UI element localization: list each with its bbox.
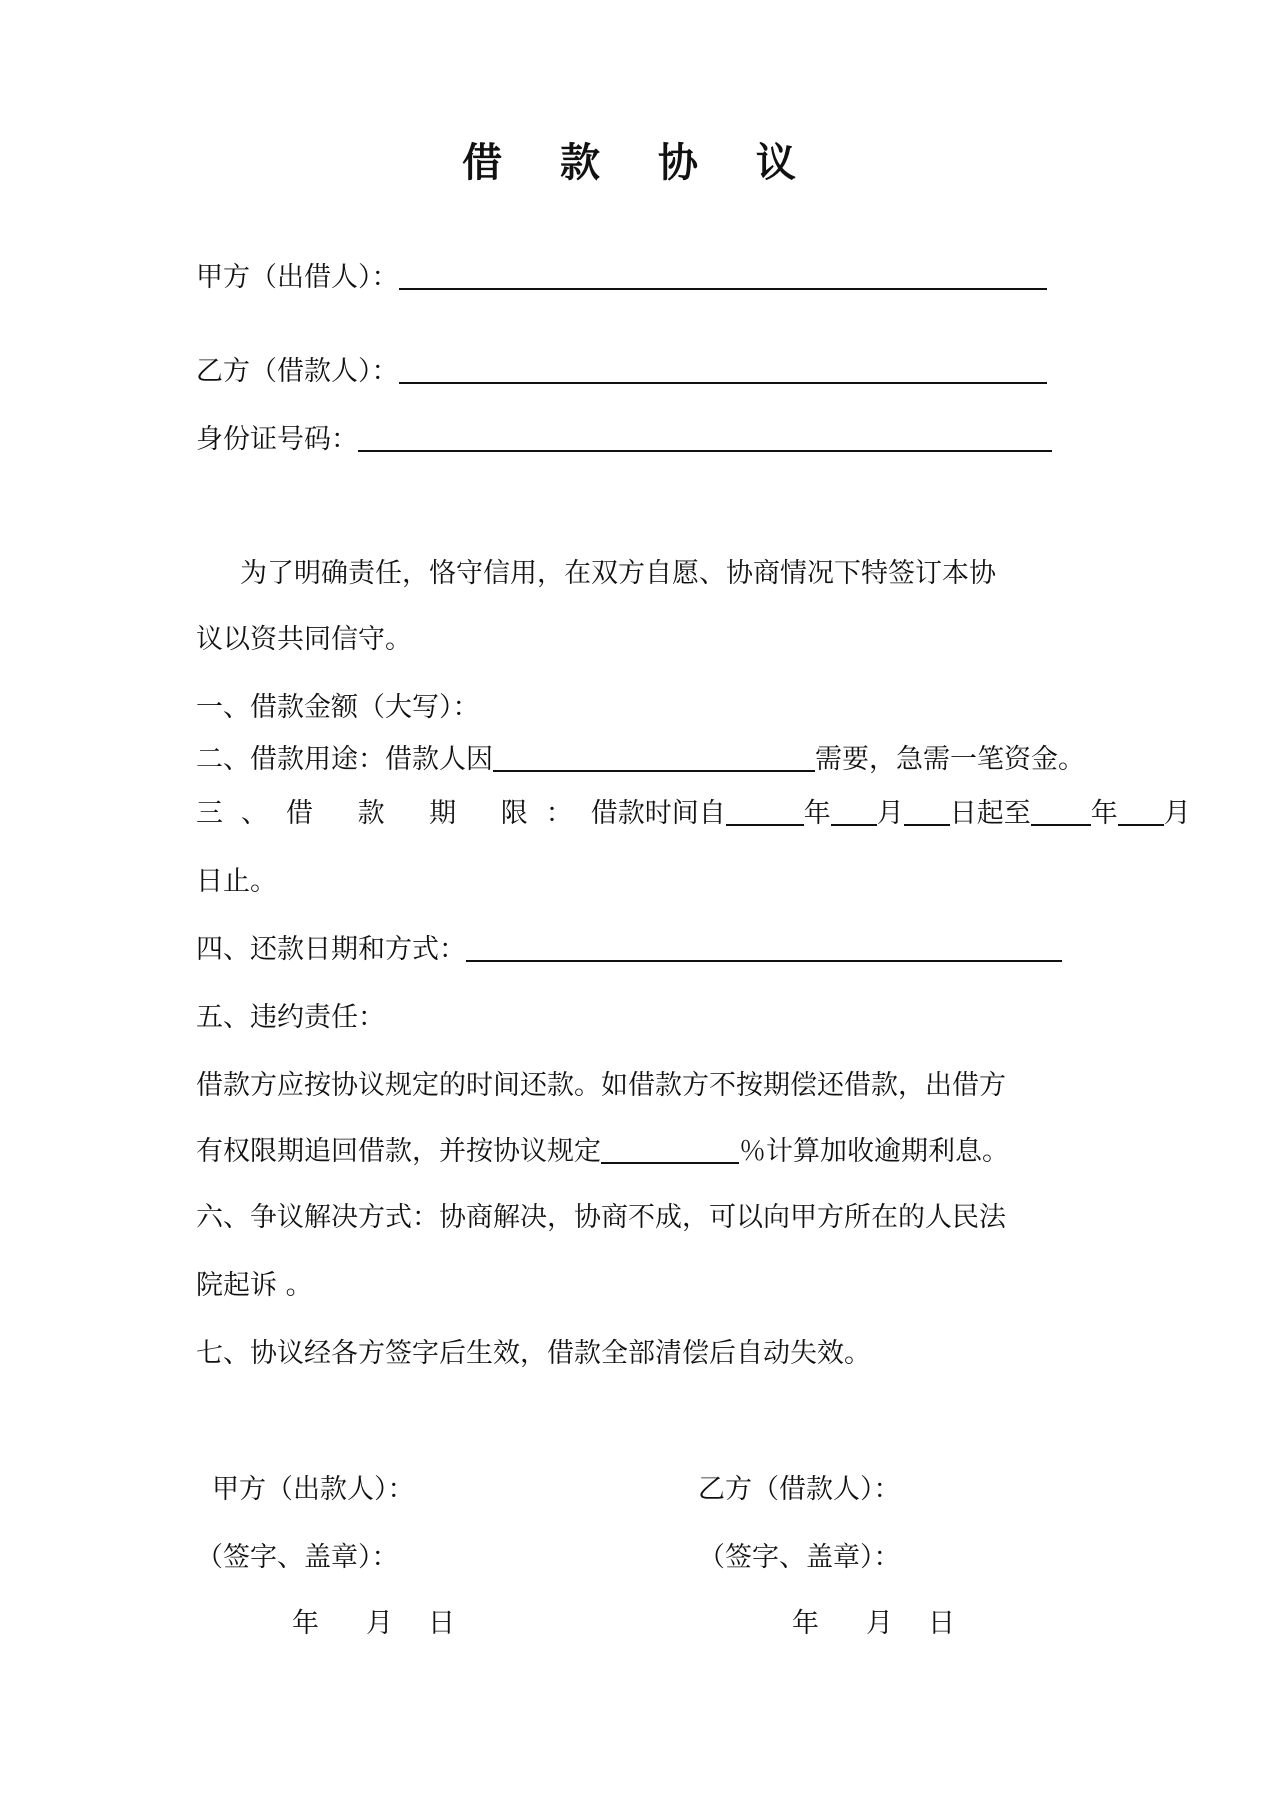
year-label: 年 [803, 798, 831, 829]
lender-date-year: 年 [292, 1608, 319, 1639]
borrower-sign-seal: （签字、盖章）： [698, 1542, 901, 1573]
document-title: 借 款 协 议 [462, 139, 818, 186]
start-day-field[interactable] [904, 794, 950, 826]
clause-5-liability: 五、违约责任： [196, 1002, 385, 1033]
borrower-date-year: 年 [792, 1608, 819, 1639]
lender-label: 甲方（出借人）： [196, 262, 399, 293]
start-month-field[interactable] [831, 794, 877, 826]
clause-2-prefix: 二、借款用途：借款人因 [196, 744, 493, 775]
clause-3-term [196, 794, 1191, 834]
clause-3-from: 借款时间自 [590, 798, 726, 829]
borrower-date-month: 月 [866, 1608, 893, 1639]
lender-name-field[interactable] [399, 258, 1047, 290]
clause-7-effect: 七、协议经各方签字后生效，借款全部清偿后自动失效。 [196, 1338, 871, 1369]
end-month-field[interactable] [1118, 794, 1164, 826]
repayment-field[interactable] [466, 930, 1062, 962]
clause-6-line-2: 院起诉 。 [196, 1270, 313, 1301]
clause-6-dispute: 六、争议解决方式：协商解决，协商不成，可以向甲方所在的人民法 [196, 1202, 1006, 1233]
lender-sign-seal: （签字、盖章）： [196, 1542, 399, 1573]
clause-3-line-2: 日止。 [196, 866, 277, 897]
id-number-field[interactable] [358, 420, 1052, 452]
end-year-field[interactable] [1031, 794, 1091, 826]
lender-date-month: 月 [366, 1608, 393, 1639]
signature-borrower-label: 乙方（借款人）： [698, 1474, 901, 1505]
clause-5-body-2-suffix: ％计算加收逾期利息。 [739, 1136, 1009, 1167]
borrower-date-day: 日 [928, 1608, 955, 1639]
preamble-line-1: 为了明确责任，恪守信用，在双方自愿、协商情况下特签订本协 [240, 558, 996, 589]
lender-date-day: 日 [428, 1608, 455, 1639]
interest-rate-field[interactable] [601, 1132, 739, 1164]
clause-1-amount: 一、借款金额（大写）： [196, 692, 480, 723]
borrower-name-field[interactable] [399, 352, 1047, 384]
clause-4-label: 四、还款日期和方式： [196, 934, 466, 965]
id-number-label: 身份证号码： [196, 424, 358, 455]
purpose-field[interactable] [493, 740, 815, 772]
clause-5-body-2-prefix: 有权限期追回借款，并按协议规定 [196, 1136, 601, 1167]
signature-lender-label: 甲方（出款人）： [212, 1474, 415, 1505]
clause-5-body-1: 借款方应按协议规定的时间还款。如借款方不按期偿还借款，出借方 [196, 1070, 1006, 1101]
borrower-label: 乙方（借款人）： [196, 356, 399, 387]
preamble-line-2: 议以资共同信守。 [196, 624, 412, 655]
clause-5-body-2 [196, 1132, 1009, 1172]
year-label-2: 年 [1090, 798, 1118, 829]
clause-2-purpose [196, 740, 1085, 780]
month-label-2: 月 [1163, 798, 1191, 829]
clause-4-repayment [196, 930, 1062, 970]
clause-2-suffix: 需要，急需一笔资金。 [815, 744, 1085, 775]
id-number-line [196, 420, 1052, 460]
month-label: 月 [876, 798, 904, 829]
lender-line [196, 258, 1047, 298]
borrower-line [196, 352, 1047, 392]
start-year-field[interactable] [726, 794, 804, 826]
day-to-label: 日起至 [949, 798, 1031, 829]
clause-3-label: 三、借 款 期 限： [196, 798, 591, 829]
